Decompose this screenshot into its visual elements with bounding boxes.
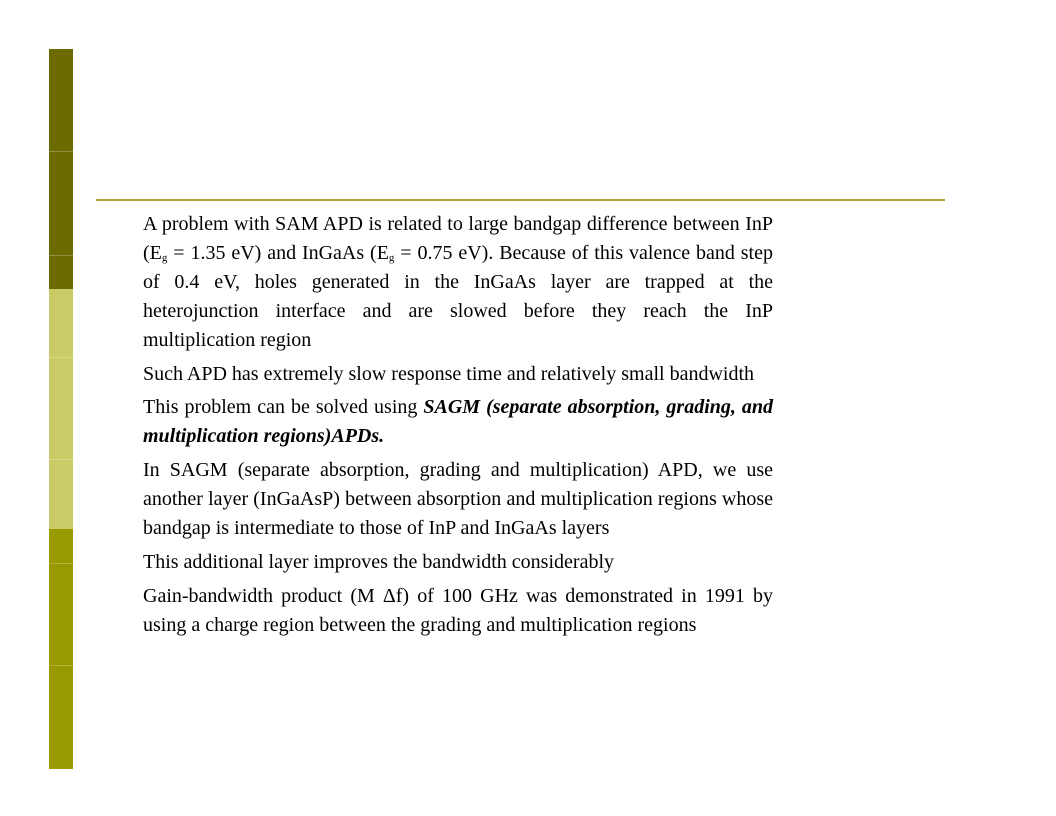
text-run: = 0.75 eV). Because of this valence band step of 0.4 eV, holes generated in the InGaAs layer are trapped at the heterojunction interface and are slowed before they reach the InP multiplication region: [143, 242, 773, 351]
emphasis-sagm: SAGM (separate absorption, grading, and multiplication regions)APDs.: [143, 396, 773, 447]
side-bar-dark-segment: [49, 49, 73, 289]
side-bar-divider: [49, 151, 73, 152]
side-bar-divider: [49, 563, 73, 564]
slide-body: [143, 210, 773, 645]
text-run: = 1.35 eV) and InGaAs (E: [167, 242, 389, 264]
text-run: A problem with SAM APD is related to large bandgap difference between InP (E: [143, 213, 773, 264]
side-bar-divider: [49, 255, 73, 256]
paragraph-slow-response: Such APD has extremely slow response time and relatively small bandwidth: [143, 363, 754, 385]
paragraph-gain-bandwidth: Gain-bandwidth product (M Δf) of 100 GHz was demonstrated in 1991 by using a charge region between the grading and multiplication regions: [143, 585, 773, 636]
decorative-side-bar: [49, 49, 73, 769]
side-bar-divider: [49, 357, 73, 358]
side-bar-divider: [49, 665, 73, 666]
paragraph-sagm-layer: In SAGM (separate absorption, grading and multiplication) APD, we use another layer (InGaAsP) between absorption and multiplication regions whose bandgap is intermediate to those of InP and InGaAs layers: [143, 459, 773, 539]
paragraph-bandwidth-improvement: This additional layer improves the bandwidth considerably: [143, 551, 614, 573]
text-run: This problem can be solved using: [143, 396, 424, 418]
subscript-g: g: [388, 252, 395, 264]
title-divider-rule: [96, 199, 945, 201]
paragraph-sagm-solution: [143, 393, 773, 451]
side-bar-mid-segment: [49, 529, 73, 769]
subscript-g: g: [161, 252, 168, 264]
side-bar-divider: [49, 459, 73, 460]
side-bar-light-segment: [49, 289, 73, 529]
paragraph-sam-apd-problem: [143, 210, 773, 355]
